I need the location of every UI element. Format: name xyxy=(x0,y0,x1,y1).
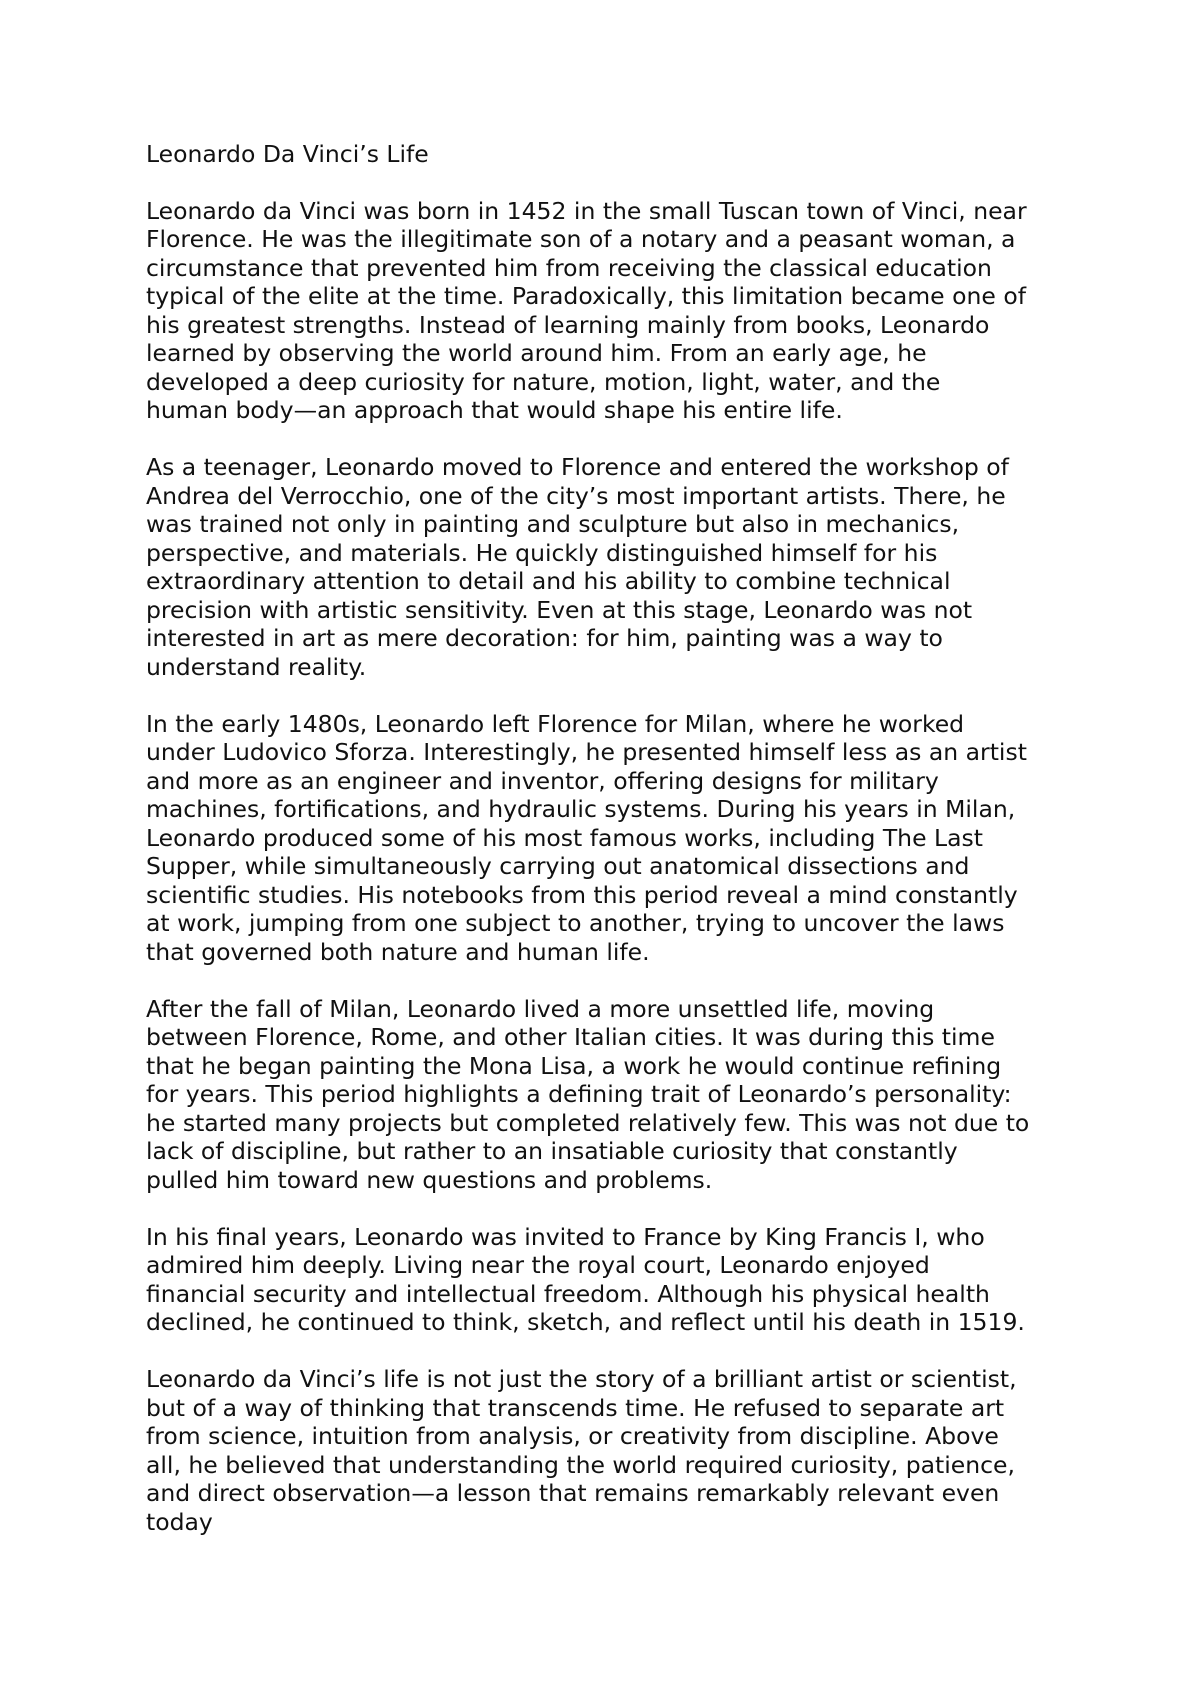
text-line: machines, fortifications, and hydraulic systems. During his years in Milan, xyxy=(146,795,1016,823)
text-line: understand reality. xyxy=(146,652,367,681)
text-line: financial security and intellectual freedom. Although his physical health xyxy=(146,1279,990,1308)
text-line: typical of the elite at the time. Paradoxically, this limitation became one of xyxy=(146,282,1026,310)
text-line: that governed both nature and human life. xyxy=(146,937,650,966)
document-page xyxy=(146,140,1086,1565)
text-line: for years. This period highlights a defining trait of Leonardo’s personality: xyxy=(146,1080,1012,1108)
text-line: all, he believed that understanding the world required curiosity, patience, xyxy=(146,1450,1015,1479)
text-line: After the fall of Milan, Leonardo lived a more unsettled life, moving xyxy=(146,994,935,1023)
text-line: interested in art as mere decoration: for him, painting was a way to xyxy=(146,624,943,652)
text-line: developed a deep curiosity for nature, motion, light, water, and the xyxy=(146,367,941,396)
text-line: Florence. He was the illegitimate son of a notary and a peasant woman, a xyxy=(146,225,1016,253)
text-line: his greatest strengths. Instead of learning mainly from books, Leonardo xyxy=(146,310,990,339)
paragraph-6 xyxy=(146,1365,1086,1536)
text-line: under Ludovico Sforza. Interestingly, he presented himself less as an artist xyxy=(146,738,1027,766)
text-line: declined, he continued to think, sketch, and reflect until his death in 1519. xyxy=(146,1308,1025,1336)
text-line: learned by observing the world around him. From an early age, he xyxy=(146,339,927,367)
text-line: Leonardo produced some of his most famous works, including The Last xyxy=(146,823,983,852)
text-line: lack of discipline, but rather to an insatiable curiosity that constantly xyxy=(146,1137,958,1165)
text-line: Leonardo da Vinci’s life is not just the story of a brilliant artist or scientist, xyxy=(146,1365,1017,1393)
paragraph-5 xyxy=(146,1223,1086,1337)
text-line: extraordinary attention to detail and his ability to combine technical xyxy=(146,567,951,595)
text-line: and direct observation—a lesson that remains remarkably relevant even xyxy=(146,1479,1000,1507)
text-line: was trained not only in painting and sculpture but also in mechanics, xyxy=(146,510,960,538)
text-line: precision with artistic sensitivity. Even at this stage, Leonardo was not xyxy=(146,595,973,624)
text-line: at work, jumping from one subject to another, trying to uncover the laws xyxy=(146,909,1005,937)
text-line: he started many projects but completed relatively few. This was not due to xyxy=(146,1108,1030,1137)
text-line: Supper, while simultaneously carrying out anatomical dissections and xyxy=(146,852,970,880)
text-line: As a teenager, Leonardo moved to Florence and entered the workshop of xyxy=(146,453,1009,481)
paragraph-4 xyxy=(146,995,1086,1195)
text-line: and more as an engineer and inventor, offering designs for military xyxy=(146,766,939,795)
text-line: circumstance that prevented him from receiving the classical education xyxy=(146,253,992,282)
paragraph-2 xyxy=(146,453,1086,681)
document-title: Leonardo Da Vinci’s Life xyxy=(146,140,429,168)
text-line: scientific studies. His notebooks from this period reveal a mind constantly xyxy=(146,880,1018,909)
text-line: but of a way of thinking that transcends time. He refused to separate art xyxy=(146,1393,1005,1422)
text-line: admired him deeply. Living near the royal court, Leonardo enjoyed xyxy=(146,1251,930,1279)
text-line: In the early 1480s, Leonardo left Florence for Milan, where he worked xyxy=(146,709,965,738)
text-line: Leonardo da Vinci was born in 1452 in the small Tuscan town of Vinci, near xyxy=(146,196,1027,225)
text-line: human body—an approach that would shape his entire life. xyxy=(146,396,843,424)
text-line: pulled him toward new questions and problems. xyxy=(146,1165,713,1194)
paragraph-3 xyxy=(146,710,1086,967)
text-line: from science, intuition from analysis, or creativity from discipline. Above xyxy=(146,1422,999,1450)
text-line: In his final years, Leonardo was invited to France by King Francis I, who xyxy=(146,1222,985,1251)
text-line: today xyxy=(146,1507,213,1536)
paragraph-1 xyxy=(146,197,1086,425)
text-line: that he began painting the Mona Lisa, a work he would continue refining xyxy=(146,1051,1002,1080)
text-line: Andrea del Verrocchio, one of the city’s most important artists. There, he xyxy=(146,481,1006,510)
text-line: perspective, and materials. He quickly distinguished himself for his xyxy=(146,538,938,567)
text-line: between Florence, Rome, and other Italian cities. It was during this time xyxy=(146,1023,995,1051)
document-body xyxy=(146,197,1086,1537)
